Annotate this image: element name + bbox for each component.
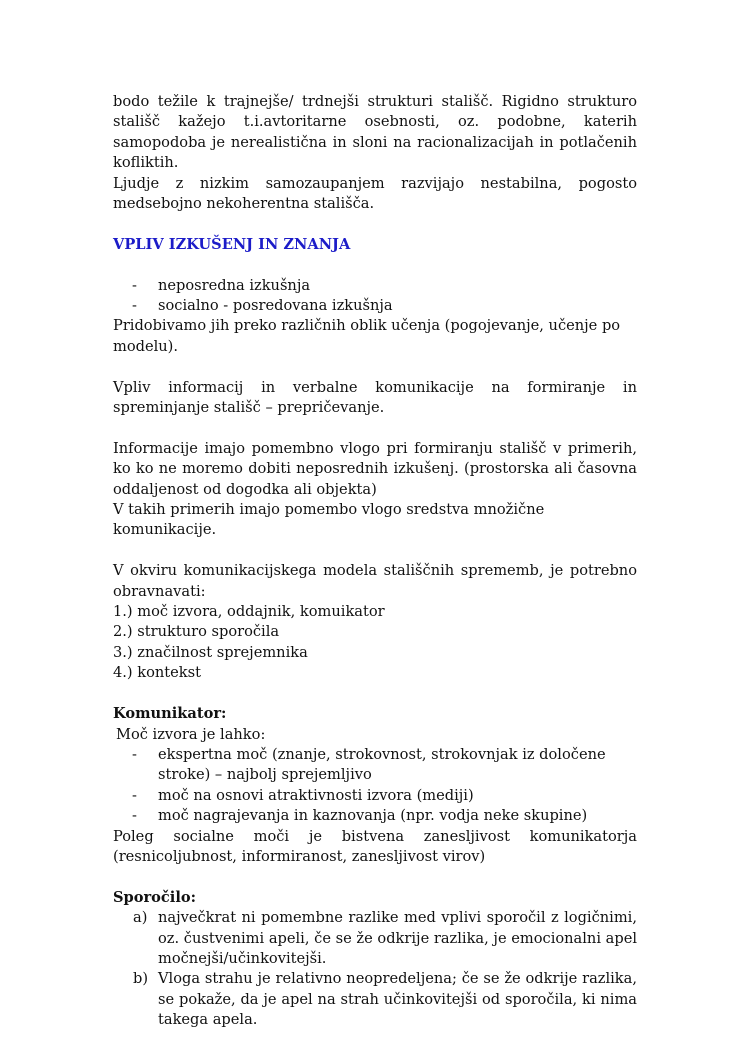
list-marker: a) <box>133 909 148 927</box>
model-item: 3.) značilnost sprejemnika <box>113 643 308 661</box>
intro-paragraph-1: bodo težile k trajnejše/ trdnejši strukturi stališč. Rigidno strukturo stališč kažejo t.i.avtoritarne osebnosti, oz. podobne, katerih samopodoba je nerealistična in sloni na racionalizacijah in potlačenih kofliktih. <box>113 93 637 172</box>
list-item-text: socialno - posredovana izkušnja <box>158 297 393 315</box>
intro-paragraph-2: Ljudje z nizkim samozaupanjem razvijajo nestabilna, pogosto medsebojno nekoherentna stališča. <box>113 174 637 213</box>
mass-media-text: V takih primerih imajo pomembo vlogo sredstva množične komunikacije. <box>113 501 545 539</box>
model-intro-text: V okviru komunikacijskega modela stališčnih sprememb, je potrebno obravnavati: <box>113 562 637 600</box>
spacer <box>113 867 637 887</box>
power-types-list <box>113 745 637 827</box>
section-heading: VPLIV IZKUŠENJ IN ZNANJA <box>113 235 351 253</box>
communicator-intro: Moč izvora je lahko: <box>116 725 266 743</box>
experience-types-list <box>113 276 637 317</box>
spacer <box>113 357 637 377</box>
list-item-text: ekspertna moč (znanje, strokovnost, strokovnjak iz določene stroke) – najbolj sprejemljivo <box>158 745 606 784</box>
list-item <box>113 745 637 786</box>
spacer <box>113 684 637 704</box>
acquisition-text: Pridobivamo jih preko različnih oblik učenja (pogojevanje, učenje po modelu). <box>113 317 621 355</box>
list-item <box>113 806 637 826</box>
list-item <box>113 969 637 1030</box>
information-role-text: Informacije imajo pomembno vlogo pri formiranju stališč v primerih, ko ko ne moremo dobiti neposrednih izkušenj. (prostorska ali časovna oddaljenost od dogodka ali objekta) <box>113 439 637 498</box>
communicator-heading: Komunikator: <box>113 705 227 723</box>
reliability-text: Poleg socialne moči je bistvena zanesljivost komunikatorja (resnicoljubnost, informiranost, zanesljivost virov) <box>113 827 637 865</box>
spacer <box>113 541 637 561</box>
model-item: 4.) kontekst <box>113 664 201 682</box>
list-item-text: moč na osnovi atraktivnosti izvora (mediji) <box>158 786 474 804</box>
list-marker: b) <box>133 970 149 988</box>
list-item-text: največkrat ni pomembne razlike med vplivi sporočil z logičnimi, oz. čustvenimi apeli, če se že odkrije razlika, je emocionalni apel močnejši/učinkovitejši. <box>158 909 637 967</box>
message-heading: Sporočilo: <box>113 888 196 906</box>
list-item-text: neposredna izkušnja <box>158 276 311 294</box>
dash-bullet-icon: - <box>132 276 137 294</box>
message-points-list <box>113 908 637 1030</box>
dash-bullet-icon: - <box>132 786 137 804</box>
verbal-influence-text: Vpliv informacij in verbalne komunikacije na formiranje in spreminjanje stališč – prepričevanje. <box>113 378 637 417</box>
list-item <box>113 296 637 316</box>
dash-bullet-icon: - <box>132 745 137 763</box>
dash-bullet-icon: - <box>132 297 137 315</box>
list-item-text: moč nagrajevanja in kaznovanja (npr. vodja neke skupine) <box>158 807 588 825</box>
dash-bullet-icon: - <box>132 807 137 825</box>
spacer <box>113 214 637 234</box>
list-item <box>113 908 637 969</box>
list-item <box>113 786 637 806</box>
model-item: 2.) strukturo sporočila <box>113 623 280 641</box>
model-item: 1.) moč izvora, oddajnik, komuikator <box>113 603 385 621</box>
spacer <box>113 418 637 438</box>
document-page <box>113 92 637 1031</box>
spacer <box>113 255 637 275</box>
list-item <box>113 276 637 296</box>
list-item-text: Vloga strahu je relativno neopredeljena; če se že odkrije razlika, se pokaže, da je apel na strah učinkovitejši od sporočila, ki nima takega apela. <box>158 970 637 1029</box>
